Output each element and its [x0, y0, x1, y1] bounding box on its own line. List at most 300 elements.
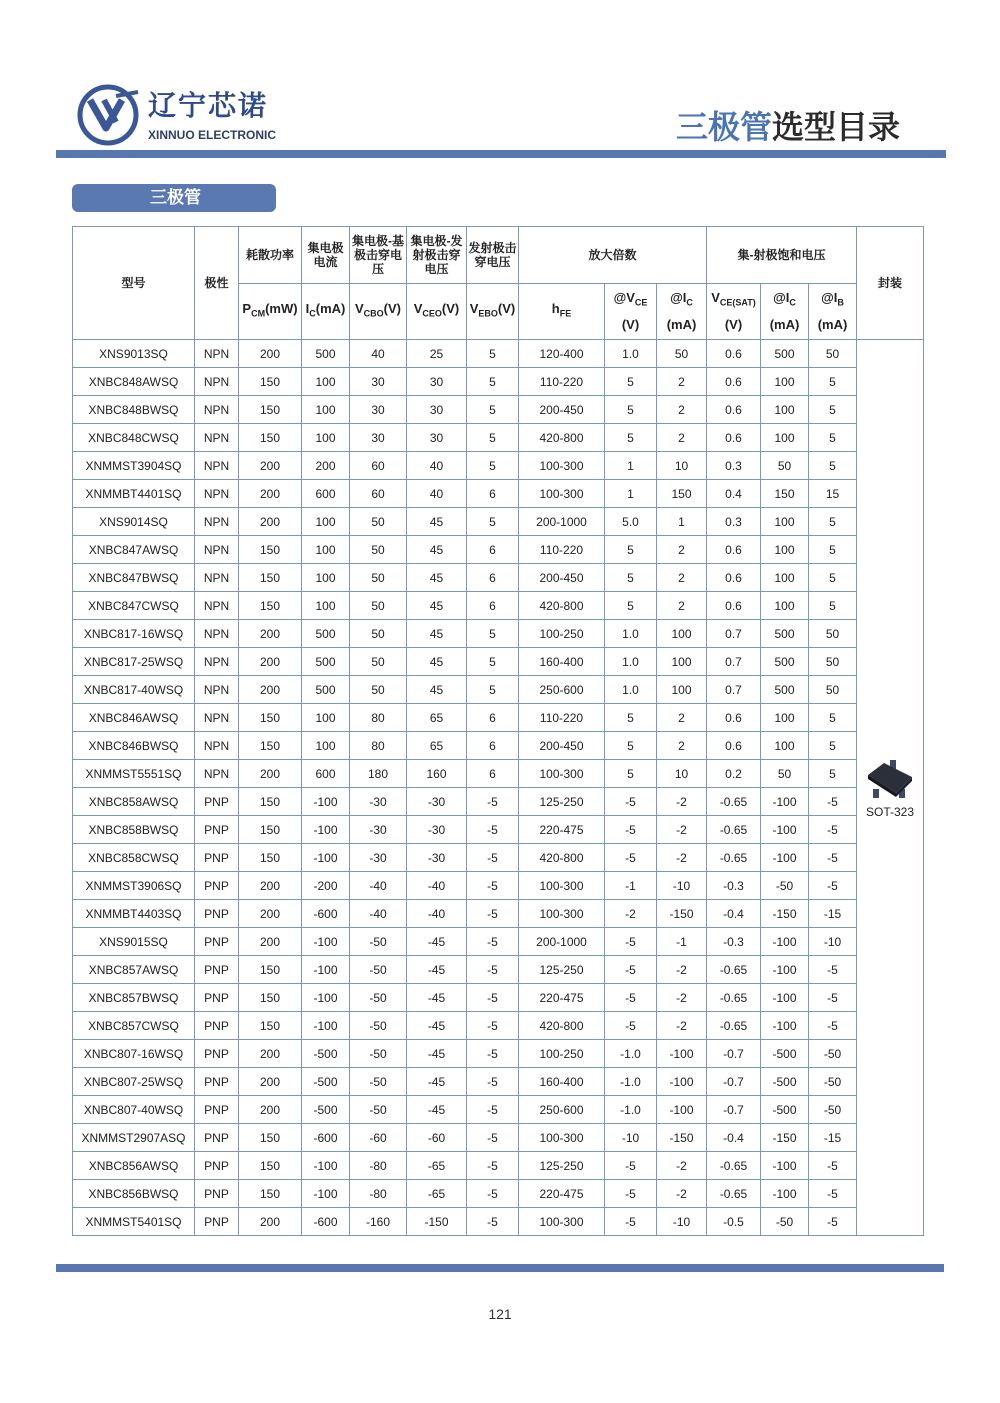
table-cell: -100 — [761, 844, 809, 872]
table-cell: 1.0 — [605, 620, 657, 648]
table-cell: -5 — [809, 872, 857, 900]
header-package: 封装 — [857, 227, 924, 340]
table-cell: 100-250 — [519, 1040, 605, 1068]
table-cell: -0.4 — [707, 1124, 761, 1152]
table-cell: 5 — [809, 760, 857, 788]
table-cell: NPN — [195, 648, 239, 676]
table-row — [73, 536, 924, 564]
table-cell: 150 — [239, 732, 302, 760]
table-cell: PNP — [195, 788, 239, 816]
table-cell: 30 — [350, 424, 407, 452]
table-cell: 150 — [239, 424, 302, 452]
table-cell: 0.6 — [707, 368, 761, 396]
table-cell: 0.6 — [707, 732, 761, 760]
table-cell: 5 — [809, 508, 857, 536]
table-cell: 100-300 — [519, 900, 605, 928]
table-cell: 50 — [809, 620, 857, 648]
table-cell: -45 — [407, 1012, 467, 1040]
table-cell: 1 — [605, 452, 657, 480]
table-cell: 25 — [407, 340, 467, 368]
table-cell: 0.4 — [707, 480, 761, 508]
table-cell: XNBC857BWSQ — [73, 984, 195, 1012]
table-cell: XNBC847BWSQ — [73, 564, 195, 592]
table-cell: -0.65 — [707, 1180, 761, 1208]
table-cell: 80 — [350, 704, 407, 732]
table-cell: -5 — [467, 928, 519, 956]
table-cell: -2 — [657, 1180, 707, 1208]
table-row — [73, 648, 924, 676]
table-cell: 45 — [407, 676, 467, 704]
table-cell: -5 — [605, 1180, 657, 1208]
table-cell: 5 — [605, 368, 657, 396]
table-cell: 500 — [302, 620, 350, 648]
table-cell: 1 — [605, 480, 657, 508]
table-cell: NPN — [195, 368, 239, 396]
table-cell: 100-300 — [519, 452, 605, 480]
table-cell: XNBC817-25WSQ — [73, 648, 195, 676]
table-cell: 5 — [467, 396, 519, 424]
table-cell: PNP — [195, 1208, 239, 1236]
table-cell: -0.7 — [707, 1040, 761, 1068]
table-cell: -500 — [761, 1040, 809, 1068]
table-cell: 100 — [657, 676, 707, 704]
table-cell: 150 — [239, 592, 302, 620]
header-vcbo-cn: 集电极-基极击穿电压 — [350, 227, 407, 284]
header-hfe-cn: 放大倍数 — [519, 227, 707, 284]
table-cell: -0.65 — [707, 984, 761, 1012]
table-cell: 125-250 — [519, 1152, 605, 1180]
table-cell: 150 — [239, 1180, 302, 1208]
table-row — [73, 1096, 924, 1124]
table-cell: -5 — [467, 1096, 519, 1124]
table-cell: -5 — [467, 1012, 519, 1040]
table-cell: 30 — [407, 396, 467, 424]
table-cell: -150 — [407, 1208, 467, 1236]
table-cell: -5 — [467, 984, 519, 1012]
table-cell: XNMMBT4401SQ — [73, 480, 195, 508]
header-vebo-cn: 发射极击穿电压 — [467, 227, 519, 284]
table-cell: 5 — [467, 676, 519, 704]
table-cell: 150 — [657, 480, 707, 508]
table-cell: NPN — [195, 760, 239, 788]
table-cell: 120-400 — [519, 340, 605, 368]
table-cell: -0.3 — [707, 928, 761, 956]
table-cell: XNBC848BWSQ — [73, 396, 195, 424]
table-cell: 200 — [239, 760, 302, 788]
table-cell: 200 — [239, 480, 302, 508]
table-cell: 100-300 — [519, 872, 605, 900]
table-row — [73, 424, 924, 452]
table-cell: 45 — [407, 508, 467, 536]
table-row — [73, 1068, 924, 1096]
table-cell: 100-250 — [519, 620, 605, 648]
table-cell: XNMMST2907ASQ — [73, 1124, 195, 1152]
table-cell: 420-800 — [519, 592, 605, 620]
table-cell: 100 — [302, 592, 350, 620]
table-cell: PNP — [195, 816, 239, 844]
table-cell: 0.3 — [707, 508, 761, 536]
table-cell: 45 — [407, 564, 467, 592]
table-cell: -100 — [302, 956, 350, 984]
table-cell: -1 — [605, 872, 657, 900]
table-cell: -5 — [467, 1152, 519, 1180]
table-cell: -100 — [657, 1068, 707, 1096]
table-cell: -5 — [467, 900, 519, 928]
table-cell: -40 — [407, 872, 467, 900]
table-cell: -5 — [605, 788, 657, 816]
table-cell: -50 — [809, 1040, 857, 1068]
table-cell: 6 — [467, 536, 519, 564]
header-pcm-cn: 耗散功率 — [239, 227, 302, 284]
table-cell: XNBC817-16WSQ — [73, 620, 195, 648]
table-cell: XNBC807-40WSQ — [73, 1096, 195, 1124]
table-cell: -30 — [407, 844, 467, 872]
table-cell: -30 — [407, 788, 467, 816]
table-cell: -50 — [350, 1012, 407, 1040]
table-cell: -50 — [761, 872, 809, 900]
table-cell: XNMMST5401SQ — [73, 1208, 195, 1236]
page-number: 121 — [488, 1306, 512, 1322]
table-cell: 50 — [350, 620, 407, 648]
table-cell: -600 — [302, 900, 350, 928]
table-cell: 2 — [657, 704, 707, 732]
table-cell: -60 — [350, 1124, 407, 1152]
table-cell: -5 — [809, 1180, 857, 1208]
table-cell: 10 — [657, 452, 707, 480]
table-cell: 0.6 — [707, 424, 761, 452]
table-cell: 40 — [350, 340, 407, 368]
table-row — [73, 1208, 924, 1236]
table-cell: PNP — [195, 1068, 239, 1096]
table-cell: 220-475 — [519, 984, 605, 1012]
table-cell: 6 — [467, 704, 519, 732]
brand-name-cn: 辽宁芯诺 — [148, 90, 269, 121]
table-cell: -100 — [761, 984, 809, 1012]
table-cell: XNBC848AWSQ — [73, 368, 195, 396]
table-cell: 100 — [302, 732, 350, 760]
table-cell: 2 — [657, 564, 707, 592]
table-cell: 160 — [407, 760, 467, 788]
table-row — [73, 1180, 924, 1208]
table-cell: 200 — [239, 928, 302, 956]
table-cell: 2 — [657, 592, 707, 620]
table-cell: 250-600 — [519, 1096, 605, 1124]
table-cell: 5 — [809, 424, 857, 452]
table-cell: -2 — [657, 816, 707, 844]
table-cell: 100 — [302, 536, 350, 564]
table-row — [73, 788, 924, 816]
table-cell: 0.2 — [707, 760, 761, 788]
table-cell: NPN — [195, 732, 239, 760]
table-cell: 200 — [302, 452, 350, 480]
table-cell: -40 — [350, 872, 407, 900]
table-cell: -10 — [809, 928, 857, 956]
table-cell: -1.0 — [605, 1040, 657, 1068]
table-cell: -5 — [605, 1208, 657, 1236]
table-cell: -5 — [467, 1180, 519, 1208]
header-ic-symbol: $I_C(mA)$ — [302, 284, 350, 340]
table-row — [73, 676, 924, 704]
table-cell: 500 — [761, 676, 809, 704]
package-cell — [857, 340, 924, 1236]
document-title-part1: 三极管 — [675, 109, 772, 145]
table-cell: 5 — [605, 536, 657, 564]
table-cell: 1.0 — [605, 676, 657, 704]
table-cell: -100 — [761, 1152, 809, 1180]
table-cell: 150 — [239, 1012, 302, 1040]
header-vceo-cn: 集电极-发射极击穿电压 — [407, 227, 467, 284]
table-cell: 600 — [302, 760, 350, 788]
section-tab: 三极管 — [72, 184, 276, 212]
table-cell: 5 — [809, 732, 857, 760]
table-cell: 100 — [761, 536, 809, 564]
table-cell: 200 — [239, 452, 302, 480]
table-cell: XNBC856BWSQ — [73, 1180, 195, 1208]
table-cell: -500 — [302, 1040, 350, 1068]
table-cell: XNBC856AWSQ — [73, 1152, 195, 1180]
table-cell: 50 — [809, 648, 857, 676]
table-cell: XNBC807-25WSQ — [73, 1068, 195, 1096]
table-cell: -100 — [761, 956, 809, 984]
table-cell: NPN — [195, 592, 239, 620]
company-logo — [76, 82, 316, 148]
table-cell: 10 — [657, 760, 707, 788]
table-cell: 200 — [239, 620, 302, 648]
table-cell: 60 — [350, 452, 407, 480]
table-cell: 150 — [239, 368, 302, 396]
xinnuo-logo-icon — [76, 82, 146, 148]
table-cell: 0.6 — [707, 396, 761, 424]
table-cell: 150 — [239, 788, 302, 816]
table-cell: 420-800 — [519, 424, 605, 452]
table-cell: 50 — [809, 340, 857, 368]
table-cell: XNBC858CWSQ — [73, 844, 195, 872]
table-cell: -5 — [467, 788, 519, 816]
table-cell: 180 — [350, 760, 407, 788]
table-row — [73, 480, 924, 508]
table-cell: -65 — [407, 1152, 467, 1180]
table-cell: 220-475 — [519, 816, 605, 844]
table-row — [73, 872, 924, 900]
table-cell: -2 — [657, 844, 707, 872]
table-cell: -40 — [407, 900, 467, 928]
table-row — [73, 956, 924, 984]
table-cell: 80 — [350, 732, 407, 760]
table-cell: XNS9014SQ — [73, 508, 195, 536]
table-cell: 5 — [467, 620, 519, 648]
table-cell: -5 — [605, 984, 657, 1012]
table-row — [73, 732, 924, 760]
table-cell: 100 — [302, 508, 350, 536]
table-cell: NPN — [195, 508, 239, 536]
table-cell: -50 — [350, 956, 407, 984]
table-cell: -5 — [809, 1012, 857, 1040]
table-cell: PNP — [195, 1040, 239, 1068]
table-cell: -50 — [350, 1068, 407, 1096]
table-cell: -150 — [761, 1124, 809, 1152]
table-cell: 100 — [761, 564, 809, 592]
table-cell: 110-220 — [519, 368, 605, 396]
table-cell: 0.3 — [707, 452, 761, 480]
table-cell: -2 — [657, 984, 707, 1012]
table-cell: 200 — [239, 900, 302, 928]
table-cell: -0.65 — [707, 816, 761, 844]
table-row — [73, 928, 924, 956]
table-cell: NPN — [195, 536, 239, 564]
table-cell: XNBC857AWSQ — [73, 956, 195, 984]
table-cell: -500 — [761, 1068, 809, 1096]
table-cell: -2 — [657, 956, 707, 984]
table-cell: 5 — [605, 396, 657, 424]
table-cell: 500 — [302, 648, 350, 676]
table-cell: -0.3 — [707, 872, 761, 900]
table-row — [73, 760, 924, 788]
table-cell: -0.4 — [707, 900, 761, 928]
table-cell: 6 — [467, 592, 519, 620]
table-cell: XNBC858BWSQ — [73, 816, 195, 844]
table-cell: 6 — [467, 480, 519, 508]
table-cell: 500 — [302, 676, 350, 704]
table-cell: PNP — [195, 844, 239, 872]
table-cell: 250-600 — [519, 676, 605, 704]
table-cell: 30 — [407, 368, 467, 396]
table-cell: -0.65 — [707, 956, 761, 984]
table-cell: PNP — [195, 1124, 239, 1152]
table-cell: -65 — [407, 1180, 467, 1208]
table-cell: 100 — [761, 424, 809, 452]
table-cell: 150 — [239, 536, 302, 564]
table-cell: 150 — [239, 816, 302, 844]
table-cell: -5 — [605, 1012, 657, 1040]
table-cell: 2 — [657, 396, 707, 424]
table-cell: 5 — [809, 396, 857, 424]
table-cell: NPN — [195, 676, 239, 704]
table-cell: 0.6 — [707, 340, 761, 368]
table-cell: NPN — [195, 452, 239, 480]
table-cell: 0.6 — [707, 704, 761, 732]
table-cell: -0.65 — [707, 844, 761, 872]
table-cell: -2 — [657, 1012, 707, 1040]
table-cell: NPN — [195, 564, 239, 592]
table-cell: 150 — [239, 396, 302, 424]
table-cell: -200 — [302, 872, 350, 900]
table-cell: 50 — [809, 676, 857, 704]
table-cell: 500 — [761, 340, 809, 368]
table-cell: 50 — [350, 564, 407, 592]
table-cell: 5 — [467, 368, 519, 396]
table-cell: 150 — [239, 704, 302, 732]
table-cell: 110-220 — [519, 536, 605, 564]
table-cell: 200 — [239, 508, 302, 536]
table-cell: -5 — [467, 872, 519, 900]
document-title — [676, 102, 900, 148]
table-cell: -500 — [302, 1068, 350, 1096]
table-cell: -0.65 — [707, 1152, 761, 1180]
table-cell: -160 — [350, 1208, 407, 1236]
header-at-vce: $@V_{CE}$ (V) — [605, 284, 657, 340]
table-cell: -600 — [302, 1208, 350, 1236]
table-cell: 5 — [809, 536, 857, 564]
table-cell: 45 — [407, 592, 467, 620]
table-cell: PNP — [195, 984, 239, 1012]
table-cell: 5 — [809, 592, 857, 620]
table-cell: -45 — [407, 956, 467, 984]
table-cell: -5 — [809, 956, 857, 984]
table-row — [73, 1012, 924, 1040]
table-cell: 200-1000 — [519, 508, 605, 536]
table-cell: 0.6 — [707, 564, 761, 592]
table-cell: -100 — [302, 984, 350, 1012]
table-cell: 50 — [350, 508, 407, 536]
table-cell: 5 — [605, 760, 657, 788]
table-row — [73, 844, 924, 872]
table-cell: 100-300 — [519, 1208, 605, 1236]
table-cell: -5 — [467, 1208, 519, 1236]
table-cell: -30 — [350, 816, 407, 844]
table-cell: 150 — [239, 956, 302, 984]
table-cell: 150 — [239, 1124, 302, 1152]
table-cell: 1 — [657, 508, 707, 536]
sot-323-package-icon — [864, 757, 916, 803]
table-cell: XNBC847AWSQ — [73, 536, 195, 564]
table-cell: XNBC846AWSQ — [73, 704, 195, 732]
table-cell: 45 — [407, 648, 467, 676]
table-cell: -100 — [302, 816, 350, 844]
header-model: 型号 — [73, 227, 195, 340]
table-cell: 50 — [350, 592, 407, 620]
table-cell: 100 — [761, 592, 809, 620]
table-row — [73, 452, 924, 480]
table-cell: -2 — [657, 1152, 707, 1180]
table-cell: -80 — [350, 1180, 407, 1208]
table-cell: 420-800 — [519, 844, 605, 872]
table-cell: -5 — [605, 844, 657, 872]
table-cell: -45 — [407, 1068, 467, 1096]
table-row — [73, 620, 924, 648]
table-cell: 100-300 — [519, 760, 605, 788]
table-cell: 50 — [761, 760, 809, 788]
table-cell: 30 — [350, 368, 407, 396]
table-cell: -45 — [407, 984, 467, 1012]
table-cell: XNBC846BWSQ — [73, 732, 195, 760]
table-cell: 5 — [605, 424, 657, 452]
table-row — [73, 704, 924, 732]
table-cell: NPN — [195, 620, 239, 648]
table-cell: -5 — [467, 956, 519, 984]
table-cell: -15 — [809, 1124, 857, 1152]
table-cell: -500 — [302, 1096, 350, 1124]
table-cell: 5 — [809, 452, 857, 480]
table-cell: -5 — [605, 956, 657, 984]
header-pcm-symbol: $P_{CM}(mW)$ — [239, 284, 302, 340]
table-cell: PNP — [195, 1180, 239, 1208]
table-cell: -5 — [605, 928, 657, 956]
header-vebo-symbol: $V_{EBO}(V)$ — [467, 284, 519, 340]
table-cell: XNMMST5551SQ — [73, 760, 195, 788]
table-cell: -50 — [809, 1096, 857, 1124]
table-cell: 110-220 — [519, 704, 605, 732]
table-cell: -50 — [809, 1068, 857, 1096]
table-cell: 5 — [467, 340, 519, 368]
table-cell: -5 — [809, 816, 857, 844]
table-cell: -1 — [657, 928, 707, 956]
table-cell: 100 — [657, 620, 707, 648]
table-cell: 100-300 — [519, 480, 605, 508]
table-row — [73, 900, 924, 928]
table-cell: PNP — [195, 1152, 239, 1180]
header-hfe-symbol: $h_{FE}$ — [519, 284, 605, 340]
table-cell: 125-250 — [519, 956, 605, 984]
